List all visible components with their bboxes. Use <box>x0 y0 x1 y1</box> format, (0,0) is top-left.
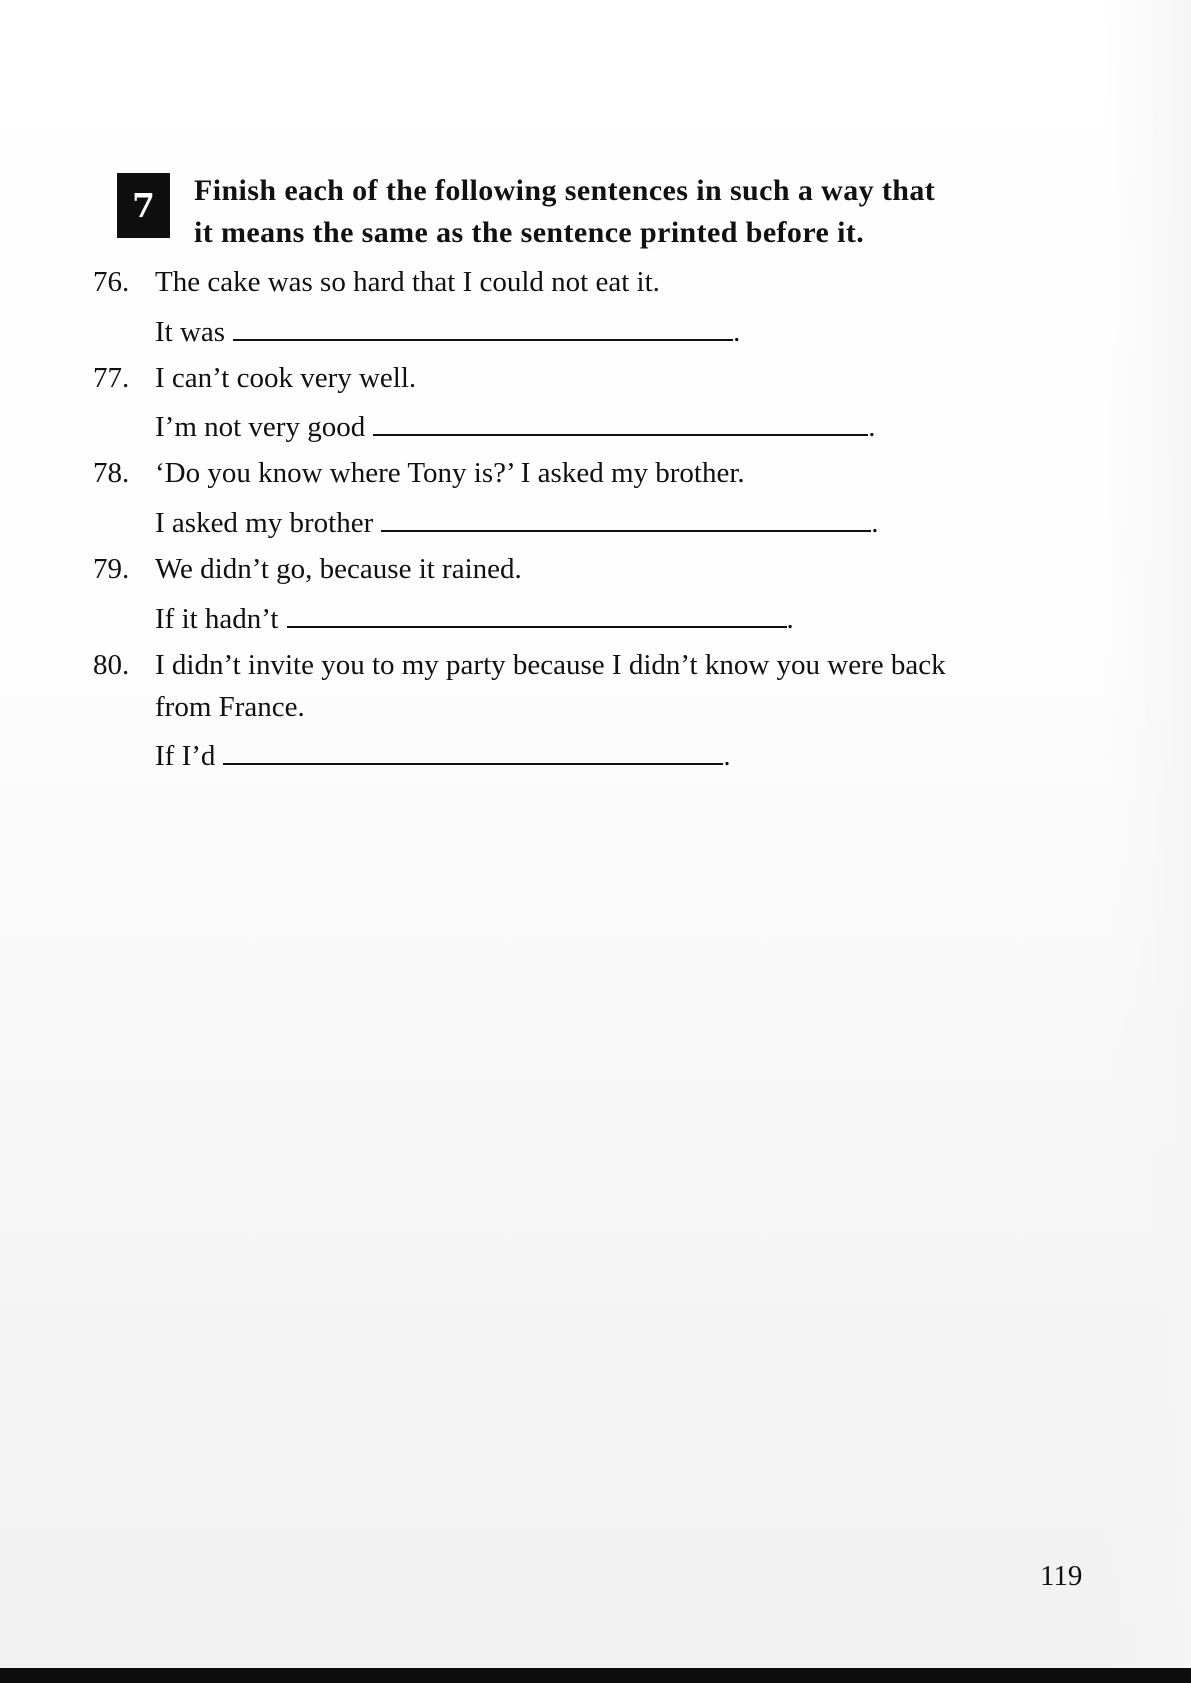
answer-start: If I’d <box>155 740 216 772</box>
answer-blank[interactable] <box>373 408 868 436</box>
answer-start: I asked my brother <box>155 507 374 539</box>
page-edge-shadow <box>1105 0 1191 1683</box>
question-number: 76. <box>93 266 130 298</box>
answer-end-punct: . <box>868 411 876 443</box>
section-number-badge <box>117 173 170 238</box>
answer-end-punct: . <box>733 316 741 348</box>
answer-blank[interactable] <box>287 600 787 628</box>
question-prompt-continued: from France. <box>155 691 305 723</box>
answer-79 <box>155 600 794 636</box>
question-number: 80. <box>93 649 130 681</box>
section-instruction <box>194 170 1094 254</box>
answer-blank[interactable] <box>223 737 723 765</box>
question-prompt: I can’t cook very well. <box>155 362 417 394</box>
question-prompt: ‘Do you know where Tony is?’ I asked my brother. <box>155 457 745 489</box>
answer-blank[interactable] <box>233 313 733 341</box>
question-prompt: I didn’t invite you to my party because I didn’t know you were back <box>155 649 946 681</box>
question-77 <box>93 361 416 395</box>
instruction-line-2: it means the same as the sentence printed before it. <box>194 216 865 249</box>
question-number: 78. <box>93 457 130 489</box>
answer-80 <box>155 737 731 773</box>
answer-end-punct: . <box>871 507 879 539</box>
question-80 <box>93 648 946 682</box>
question-number: 79. <box>93 553 130 585</box>
answer-start: If it hadn’t <box>155 603 279 635</box>
question-prompt: We didn’t go, because it rained. <box>155 553 522 585</box>
answer-end-punct: . <box>786 603 794 635</box>
question-80-continued <box>155 690 305 724</box>
section-number: 7 <box>132 186 155 225</box>
answer-76 <box>155 313 740 349</box>
answer-end-punct: . <box>723 740 731 772</box>
answer-77 <box>155 408 875 444</box>
instruction-line-1: Finish each of the following sentences in such a way that <box>194 174 936 207</box>
page-number: 119 <box>1040 1560 1083 1592</box>
scan-bottom-edge <box>0 1668 1191 1683</box>
answer-start: I’m not very good <box>155 411 366 443</box>
question-79 <box>93 552 522 586</box>
question-78 <box>93 456 745 490</box>
question-number: 77. <box>93 362 130 394</box>
answer-start: It was <box>155 316 226 348</box>
answer-78 <box>155 504 879 540</box>
answer-blank[interactable] <box>381 504 871 532</box>
question-prompt: The cake was so hard that I could not eat it. <box>155 266 660 298</box>
question-76 <box>93 265 660 299</box>
